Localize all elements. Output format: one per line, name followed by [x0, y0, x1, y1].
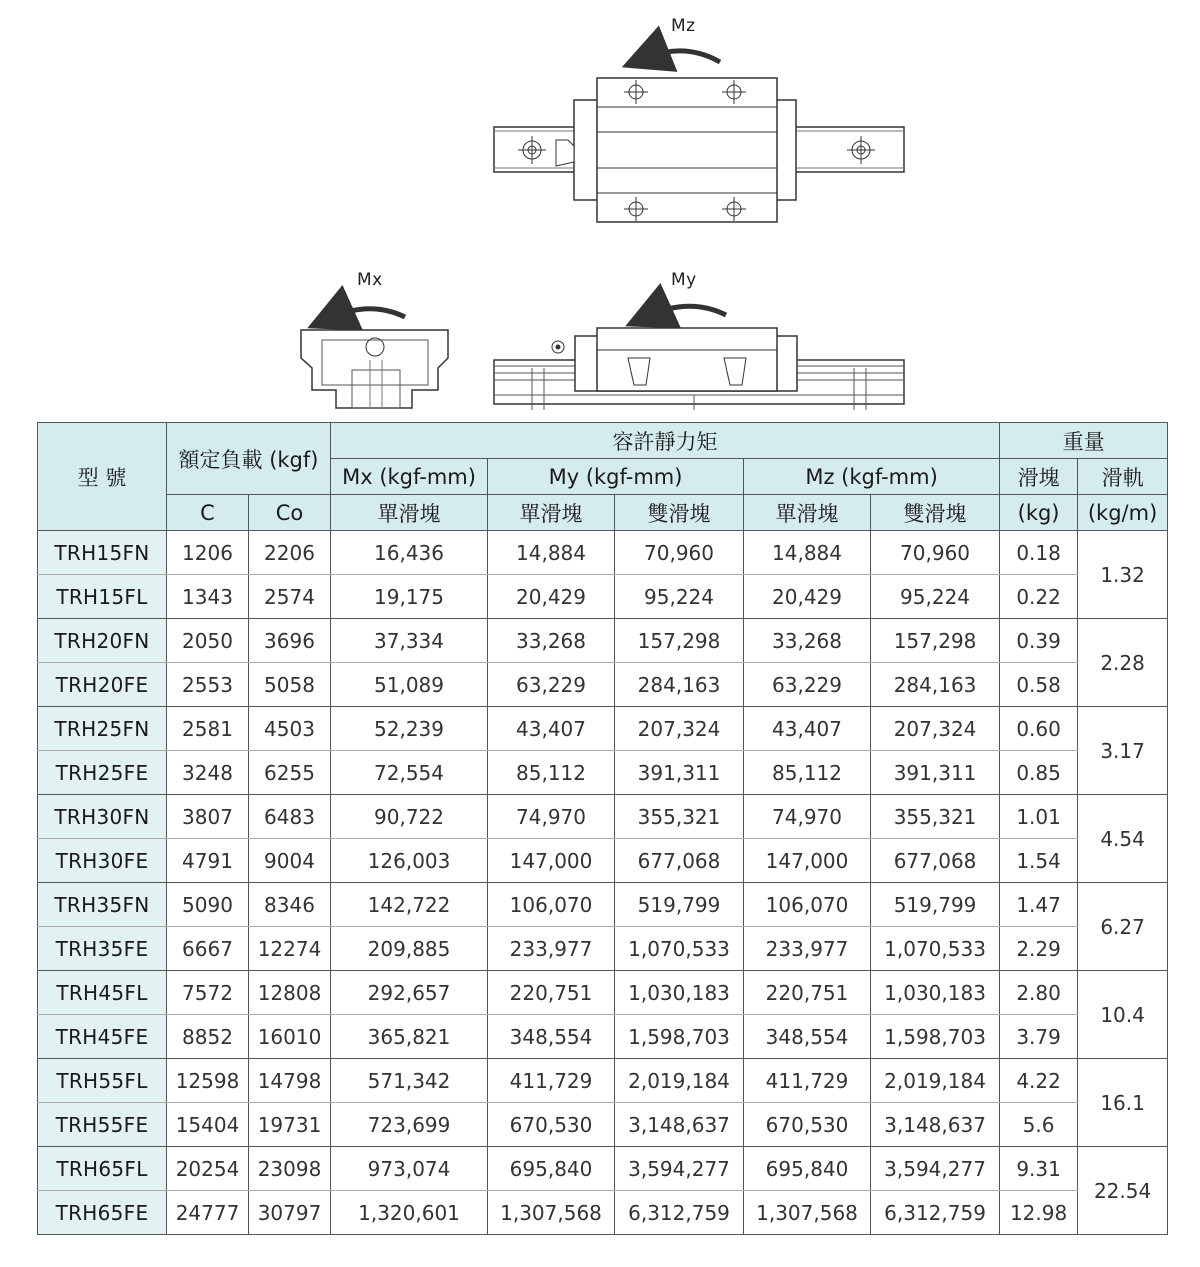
model-cell: TRH35FE	[38, 927, 167, 971]
cell-c: 6667	[167, 927, 249, 971]
cell-mz2: 70,960	[871, 531, 1000, 575]
cell-mz1: 33,268	[744, 619, 871, 663]
cell-my1: 20,429	[488, 575, 615, 619]
cell-block: 1.01	[1000, 795, 1078, 839]
cell-my2: 2,019,184	[615, 1059, 744, 1103]
cell-co: 9004	[249, 839, 331, 883]
cell-mz1: 63,229	[744, 663, 871, 707]
cell-my1: 63,229	[488, 663, 615, 707]
cell-my1: 74,970	[488, 795, 615, 839]
spec-table	[37, 422, 1168, 1235]
cell-my1: 106,070	[488, 883, 615, 927]
header-weight: 重量	[1000, 423, 1168, 459]
cell-mz1: 670,530	[744, 1103, 871, 1147]
cell-my2: 1,030,183	[615, 971, 744, 1015]
header-model: 型 號	[38, 423, 167, 531]
mz-label: Mz	[671, 16, 696, 36]
cell-mz1: 220,751	[744, 971, 871, 1015]
rail-weight-cell: 16.1	[1078, 1059, 1168, 1147]
cell-mz2: 284,163	[871, 663, 1000, 707]
rail-weight-cell: 10.4	[1078, 971, 1168, 1059]
model-cell: TRH45FL	[38, 971, 167, 1015]
cell-c: 24777	[167, 1191, 249, 1235]
cell-block: 0.39	[1000, 619, 1078, 663]
cell-my2: 6,312,759	[615, 1191, 744, 1235]
cell-my2: 3,148,637	[615, 1103, 744, 1147]
cell-c: 8852	[167, 1015, 249, 1059]
cell-block: 2.80	[1000, 971, 1078, 1015]
cell-mz2: 157,298	[871, 619, 1000, 663]
cell-my2: 519,799	[615, 883, 744, 927]
header-rated-load: 額定負載 (kgf)	[167, 423, 331, 495]
cell-co: 23098	[249, 1147, 331, 1191]
cell-mx: 37,334	[331, 619, 488, 663]
header-co: Co	[249, 495, 331, 531]
cell-co: 19731	[249, 1103, 331, 1147]
cell-mx: 90,722	[331, 795, 488, 839]
cell-block: 0.60	[1000, 707, 1078, 751]
model-cell: TRH15FL	[38, 575, 167, 619]
spec-table-body	[38, 531, 1168, 1235]
table-row	[38, 971, 1168, 1015]
top-view-diagram	[0, 0, 1200, 420]
cell-mz2: 391,311	[871, 751, 1000, 795]
table-row	[38, 883, 1168, 927]
moment-diagrams	[0, 0, 1200, 420]
cell-c: 1343	[167, 575, 249, 619]
cell-mz1: 85,112	[744, 751, 871, 795]
cell-my1: 147,000	[488, 839, 615, 883]
header-single-mx: 單滑塊	[331, 495, 488, 531]
cell-block: 1.54	[1000, 839, 1078, 883]
cell-c: 3807	[167, 795, 249, 839]
cell-block: 0.18	[1000, 531, 1078, 575]
cell-my1: 348,554	[488, 1015, 615, 1059]
header-c: C	[167, 495, 249, 531]
model-cell: TRH30FN	[38, 795, 167, 839]
header-static-moment: 容許靜力矩	[331, 423, 1000, 459]
model-cell: TRH35FN	[38, 883, 167, 927]
cell-mz2: 95,224	[871, 575, 1000, 619]
mx-label: Mx	[357, 270, 383, 290]
cell-my1: 1,307,568	[488, 1191, 615, 1235]
table-row	[38, 839, 1168, 883]
table-row	[38, 531, 1168, 575]
header-block-weight: 滑塊	[1000, 459, 1078, 495]
cell-my2: 677,068	[615, 839, 744, 883]
cell-mz1: 106,070	[744, 883, 871, 927]
cell-mx: 51,089	[331, 663, 488, 707]
header-rail-unit: (kg/m)	[1078, 495, 1168, 531]
cell-co: 2574	[249, 575, 331, 619]
cell-c: 3248	[167, 751, 249, 795]
table-row	[38, 927, 1168, 971]
cell-mz2: 207,324	[871, 707, 1000, 751]
cell-co: 12808	[249, 971, 331, 1015]
model-cell: TRH20FE	[38, 663, 167, 707]
rail-weight-cell: 22.54	[1078, 1147, 1168, 1235]
cell-co: 14798	[249, 1059, 331, 1103]
cell-mx: 16,436	[331, 531, 488, 575]
cell-co: 2206	[249, 531, 331, 575]
model-cell: TRH65FE	[38, 1191, 167, 1235]
cell-my2: 1,070,533	[615, 927, 744, 971]
cell-mz2: 3,148,637	[871, 1103, 1000, 1147]
cell-mz2: 1,030,183	[871, 971, 1000, 1015]
rail-weight-cell: 4.54	[1078, 795, 1168, 883]
cell-my2: 157,298	[615, 619, 744, 663]
cell-my2: 70,960	[615, 531, 744, 575]
cell-block: 1.47	[1000, 883, 1078, 927]
cell-my2: 1,598,703	[615, 1015, 744, 1059]
cell-mz2: 3,594,277	[871, 1147, 1000, 1191]
header-double-mz: 雙滑塊	[871, 495, 1000, 531]
rail-weight-cell: 3.17	[1078, 707, 1168, 795]
model-cell: TRH25FN	[38, 707, 167, 751]
cell-mx: 72,554	[331, 751, 488, 795]
cell-my1: 233,977	[488, 927, 615, 971]
cell-mz1: 43,407	[744, 707, 871, 751]
cell-my2: 95,224	[615, 575, 744, 619]
table-row	[38, 1059, 1168, 1103]
cell-mz2: 519,799	[871, 883, 1000, 927]
header-my: My (kgf-mm)	[488, 459, 744, 495]
cell-mz1: 695,840	[744, 1147, 871, 1191]
cell-my2: 284,163	[615, 663, 744, 707]
cell-mz2: 677,068	[871, 839, 1000, 883]
cell-block: 5.6	[1000, 1103, 1078, 1147]
table-row	[38, 795, 1168, 839]
header-mz: Mz (kgf-mm)	[744, 459, 1000, 495]
cell-mz1: 20,429	[744, 575, 871, 619]
table-row	[38, 707, 1168, 751]
cell-c: 20254	[167, 1147, 249, 1191]
table-row	[38, 663, 1168, 707]
model-cell: TRH30FE	[38, 839, 167, 883]
cell-mz1: 233,977	[744, 927, 871, 971]
model-cell: TRH55FE	[38, 1103, 167, 1147]
cell-c: 12598	[167, 1059, 249, 1103]
cell-mz2: 355,321	[871, 795, 1000, 839]
table-row	[38, 1147, 1168, 1191]
cell-block: 9.31	[1000, 1147, 1078, 1191]
cell-mx: 292,657	[331, 971, 488, 1015]
cell-block: 0.58	[1000, 663, 1078, 707]
cell-c: 4791	[167, 839, 249, 883]
cell-my1: 33,268	[488, 619, 615, 663]
cell-mz1: 1,307,568	[744, 1191, 871, 1235]
cell-c: 2050	[167, 619, 249, 663]
table-row	[38, 619, 1168, 663]
cell-c: 15404	[167, 1103, 249, 1147]
model-cell: TRH65FL	[38, 1147, 167, 1191]
cell-my2: 207,324	[615, 707, 744, 751]
cell-mx: 142,722	[331, 883, 488, 927]
rail-weight-cell: 2.28	[1078, 619, 1168, 707]
header-single-mz: 單滑塊	[744, 495, 871, 531]
cell-c: 5090	[167, 883, 249, 927]
cell-my1: 695,840	[488, 1147, 615, 1191]
table-row	[38, 575, 1168, 619]
cell-my1: 670,530	[488, 1103, 615, 1147]
model-cell: TRH55FL	[38, 1059, 167, 1103]
cell-c: 1206	[167, 531, 249, 575]
cell-mz1: 74,970	[744, 795, 871, 839]
header-single-my: 單滑塊	[488, 495, 615, 531]
cell-mx: 209,885	[331, 927, 488, 971]
rail-weight-cell: 1.32	[1078, 531, 1168, 619]
cell-my1: 411,729	[488, 1059, 615, 1103]
cell-my2: 355,321	[615, 795, 744, 839]
model-cell: TRH45FE	[38, 1015, 167, 1059]
cell-co: 30797	[249, 1191, 331, 1235]
cell-c: 2581	[167, 707, 249, 751]
cell-my1: 43,407	[488, 707, 615, 751]
cell-block: 12.98	[1000, 1191, 1078, 1235]
cell-co: 16010	[249, 1015, 331, 1059]
header-rail-weight: 滑軌	[1078, 459, 1168, 495]
cell-block: 4.22	[1000, 1059, 1078, 1103]
cell-mx: 973,074	[331, 1147, 488, 1191]
cell-mx: 126,003	[331, 839, 488, 883]
cell-my2: 3,594,277	[615, 1147, 744, 1191]
cell-mz2: 1,070,533	[871, 927, 1000, 971]
cell-mx: 1,320,601	[331, 1191, 488, 1235]
cell-block: 3.79	[1000, 1015, 1078, 1059]
header-double-my: 雙滑塊	[615, 495, 744, 531]
cell-co: 3696	[249, 619, 331, 663]
cell-c: 7572	[167, 971, 249, 1015]
cell-co: 6255	[249, 751, 331, 795]
cell-mx: 52,239	[331, 707, 488, 751]
table-row	[38, 1191, 1168, 1235]
cell-co: 12274	[249, 927, 331, 971]
cell-my1: 14,884	[488, 531, 615, 575]
table-row	[38, 751, 1168, 795]
model-cell: TRH25FE	[38, 751, 167, 795]
header-block-unit: (kg)	[1000, 495, 1078, 531]
cell-my1: 85,112	[488, 751, 615, 795]
cell-c: 2553	[167, 663, 249, 707]
cell-block: 2.29	[1000, 927, 1078, 971]
my-label: My	[671, 270, 697, 290]
cell-co: 6483	[249, 795, 331, 839]
header-mx: Mx (kgf-mm)	[331, 459, 488, 495]
cell-mz2: 2,019,184	[871, 1059, 1000, 1103]
table-row	[38, 1103, 1168, 1147]
cell-block: 0.85	[1000, 751, 1078, 795]
cell-co: 5058	[249, 663, 331, 707]
cell-co: 4503	[249, 707, 331, 751]
cell-my2: 391,311	[615, 751, 744, 795]
cell-mx: 365,821	[331, 1015, 488, 1059]
cell-mz1: 348,554	[744, 1015, 871, 1059]
model-cell: TRH15FN	[38, 531, 167, 575]
cell-mz1: 411,729	[744, 1059, 871, 1103]
cell-mx: 571,342	[331, 1059, 488, 1103]
cell-mz2: 1,598,703	[871, 1015, 1000, 1059]
cell-mz2: 6,312,759	[871, 1191, 1000, 1235]
cell-mz1: 14,884	[744, 531, 871, 575]
cell-mx: 723,699	[331, 1103, 488, 1147]
cell-block: 0.22	[1000, 575, 1078, 619]
model-cell: TRH20FN	[38, 619, 167, 663]
cell-mz1: 147,000	[744, 839, 871, 883]
table-row	[38, 1015, 1168, 1059]
cell-co: 8346	[249, 883, 331, 927]
rail-weight-cell: 6.27	[1078, 883, 1168, 971]
cell-my1: 220,751	[488, 971, 615, 1015]
cell-mx: 19,175	[331, 575, 488, 619]
